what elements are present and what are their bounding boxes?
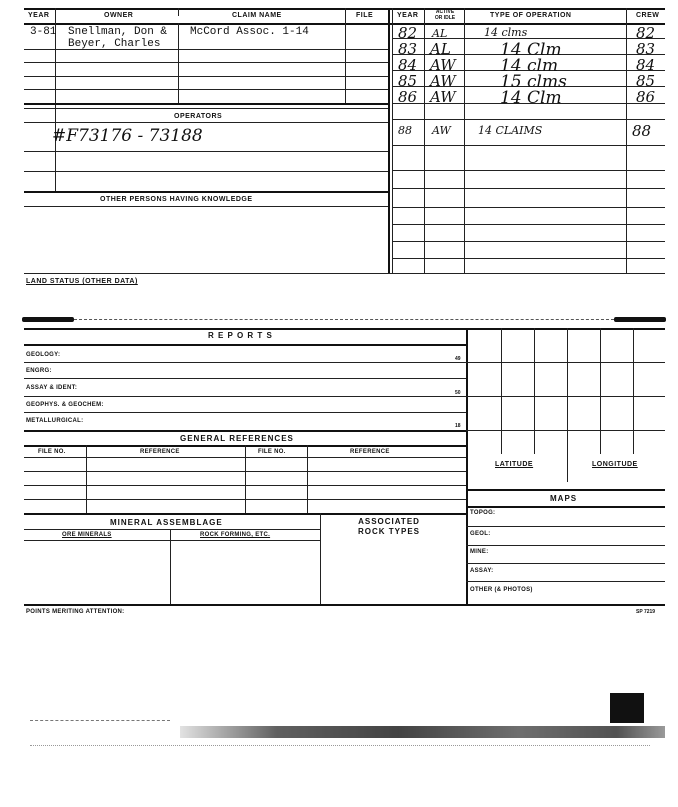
- report-label: METALLURGICAL:: [26, 418, 84, 424]
- maps-row-label: OTHER (& PHOTOS): [470, 587, 533, 593]
- mineral-vline: [170, 529, 171, 604]
- report-label: GEOPHYS. & GEOCHEM:: [26, 402, 104, 408]
- header-claim-name: CLAIM NAME: [232, 12, 282, 19]
- op-year: 84: [398, 56, 418, 74]
- genref-col-file-no: FILE NO.: [38, 449, 66, 455]
- vline-right-inner: [392, 8, 393, 274]
- ops-line: [392, 188, 665, 189]
- maps-line: [466, 526, 665, 527]
- ops-line: [392, 170, 665, 171]
- row-line: [24, 151, 388, 152]
- grid-hline: [466, 362, 665, 363]
- op-status: AW: [432, 124, 451, 137]
- grid-vline: [567, 328, 568, 482]
- row-line: [24, 62, 388, 63]
- op-year: 82: [398, 24, 418, 42]
- report-line: [24, 430, 466, 432]
- op-type: 14 Clm: [500, 40, 562, 60]
- maps-line: [466, 563, 665, 564]
- grid-vline: [633, 328, 634, 454]
- maps-row-label: GEOL:: [470, 531, 491, 537]
- genref-col-reference: REFERENCE: [140, 449, 180, 455]
- vline-left-right-divider: [388, 8, 390, 274]
- ops-line: [392, 224, 665, 225]
- grid-vline: [534, 328, 535, 454]
- header-year: YEAR: [28, 12, 50, 19]
- mineral-line: [24, 540, 320, 541]
- header-type-of-operation: TYPE OF OPERATION: [490, 12, 572, 19]
- genref-col-reference-2: REFERENCE: [350, 449, 390, 455]
- row-line: [24, 76, 388, 77]
- maps-row-label: MINE:: [470, 549, 489, 555]
- associated-rock-types: [358, 517, 420, 537]
- reports-title: R E P O R T S: [208, 331, 273, 340]
- genref-vline: [307, 445, 308, 513]
- associated-line1: ASSOCIATED: [358, 517, 420, 526]
- reports-top-border: [24, 328, 665, 330]
- operators-value: #F73176 - 73188: [52, 126, 203, 146]
- header-active-line2: OR IDLE: [434, 15, 456, 21]
- points-meriting-attention: POINTS MERITING ATTENTION:: [26, 609, 125, 615]
- genref-col-file-no-2: FILE NO.: [258, 449, 286, 455]
- header-year-2: YEAR: [397, 12, 419, 19]
- op-type: 15 clms: [500, 72, 567, 92]
- row-line: [24, 206, 388, 207]
- associated-line2: ROCK TYPES: [358, 527, 421, 536]
- op-crew: 88: [632, 122, 652, 140]
- owner-entry-owner-line1: Snellman, Don &: [68, 26, 168, 38]
- row-line: [24, 89, 388, 90]
- scan-block: [610, 693, 644, 723]
- row-line: [24, 49, 388, 50]
- genref-vline: [86, 445, 87, 513]
- latitude-label: LATITUDE: [495, 461, 534, 468]
- op-type: 14 clms: [484, 26, 528, 39]
- op-crew: 86: [636, 88, 656, 106]
- grid-hline: [466, 430, 665, 431]
- maps-line: [466, 506, 665, 508]
- grid-vline: [501, 328, 502, 454]
- op-year: 88: [398, 124, 412, 137]
- report-line: [24, 396, 466, 397]
- mineral-assemblage-title: MINERAL ASSEMBLAGE: [110, 518, 223, 527]
- ops-line: [392, 258, 665, 259]
- ops-line: [392, 207, 665, 208]
- op-year: 85: [398, 72, 418, 90]
- report-num: 18: [455, 423, 461, 429]
- row-line: [24, 103, 388, 105]
- scan-noise-dash: [30, 720, 170, 721]
- header-active-line1: ACTIVE: [435, 9, 455, 15]
- vline-owner-top: [178, 8, 179, 16]
- ore-minerals-label: ORE MINERALS: [62, 532, 112, 538]
- form-code: SP 7219: [636, 609, 656, 615]
- land-status-label: LAND STATUS (OTHER DATA): [26, 278, 138, 285]
- op-status: AW: [430, 88, 456, 106]
- report-label: GEOLOGY:: [26, 352, 61, 358]
- grid-hline: [466, 396, 665, 397]
- ops-line: [392, 145, 665, 146]
- op-crew: 82: [636, 24, 656, 42]
- scan-noise-band: [180, 726, 665, 738]
- op-type: 14 CLAIMS: [478, 124, 543, 137]
- op-status: AL: [430, 40, 451, 58]
- maps-row-label: ASSAY:: [470, 568, 494, 574]
- rock-forming-label: ROCK FORMING, ETC.: [200, 532, 271, 538]
- maps-row-label: TOPOG:: [470, 510, 496, 516]
- op-status: AL: [432, 27, 448, 40]
- ops-line: [392, 119, 665, 120]
- op-year: 86: [398, 88, 418, 106]
- mineral-vline: [320, 513, 321, 604]
- genref-line: [24, 513, 466, 515]
- op-type: 14 Clm: [500, 88, 562, 108]
- report-num: 50: [455, 390, 461, 396]
- reports-title-line: [24, 344, 466, 346]
- owner-entry-year: 3-81: [30, 26, 57, 38]
- row-line: [24, 273, 665, 274]
- reports-top-dash: [74, 319, 614, 320]
- scan-noise-dots: [30, 745, 650, 746]
- operators-title: OPERATORS: [174, 113, 223, 120]
- op-crew: 83: [636, 40, 656, 58]
- owner-entry-owner-line2: Beyer, Charles: [68, 38, 161, 50]
- row-line: [24, 122, 388, 123]
- op-status: AW: [430, 56, 456, 74]
- grid-vline: [600, 328, 601, 454]
- op-type: 14 clm: [500, 56, 559, 76]
- header-active-or-idle: [428, 9, 462, 21]
- maps-title: MAPS: [550, 494, 578, 503]
- vline-active: [464, 8, 465, 274]
- maps-line: [466, 581, 665, 582]
- op-crew: 85: [636, 72, 656, 90]
- scan-mark-right: [614, 317, 666, 322]
- genref-vline: [245, 445, 246, 513]
- other-persons-title: OTHER PERSONS HAVING KNOWLEDGE: [100, 196, 253, 203]
- general-references-title: GENERAL REFERENCES: [180, 434, 294, 443]
- report-line: [24, 362, 466, 363]
- vline-year2: [424, 8, 425, 274]
- bottom-border: [24, 604, 665, 606]
- header-owner: OWNER: [104, 12, 134, 19]
- maps-line: [466, 545, 665, 546]
- grid-hline: [466, 489, 665, 491]
- report-num: 49: [455, 356, 461, 362]
- report-line: [24, 378, 466, 379]
- report-label: ASSAY & IDENT:: [26, 385, 78, 391]
- row-line: [24, 108, 388, 109]
- scan-mark-left: [22, 317, 74, 322]
- header-file: FILE: [356, 12, 374, 19]
- op-crew: 84: [636, 56, 656, 74]
- owner-entry-claim: McCord Assoc. 1-14: [190, 26, 309, 38]
- ops-line: [392, 241, 665, 242]
- op-year: 83: [398, 40, 418, 58]
- mineral-line: [24, 529, 320, 530]
- report-label: ENGRG:: [26, 368, 52, 374]
- vline-type: [626, 8, 627, 274]
- op-status: AW: [430, 72, 456, 90]
- row-line: [24, 171, 388, 172]
- header-crew: CREW: [636, 12, 660, 19]
- row-line: [24, 191, 388, 193]
- vline-owner: [178, 23, 179, 103]
- report-line: [24, 412, 466, 413]
- longitude-label: LONGITUDE: [592, 461, 638, 468]
